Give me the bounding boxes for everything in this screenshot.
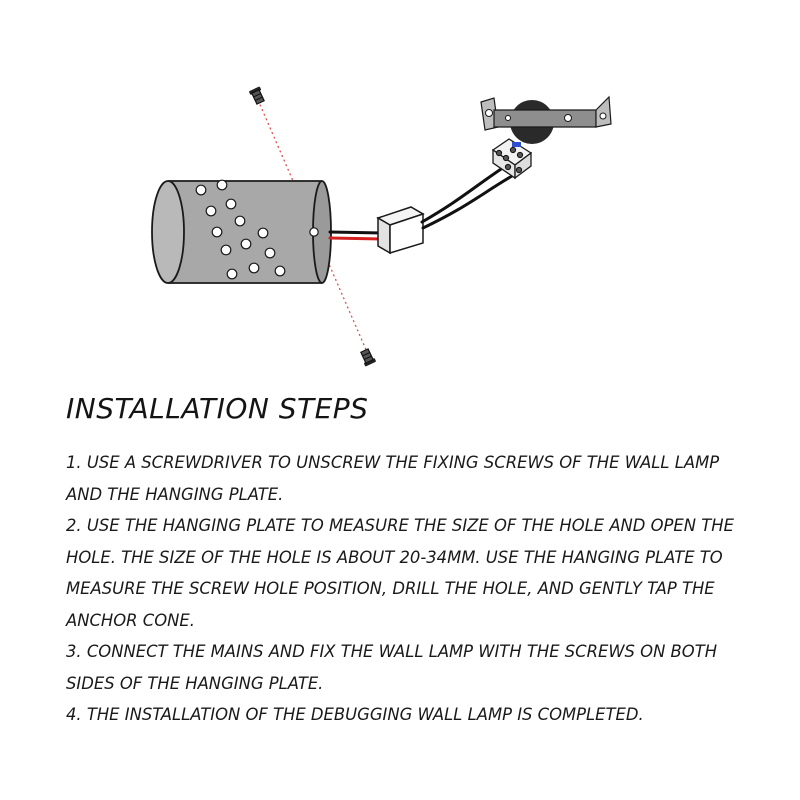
bottom-screw-icon [359,348,376,367]
hanging-plate-bracket [481,97,611,144]
installation-diagram [0,0,800,380]
list-item: 4. THE INSTALLATION OF THE DEBUGGING WALL LAMP IS COMPLETED. [66,705,644,724]
lamp-front-opening [152,181,184,283]
mains-wires [422,167,512,228]
wall-lamp-body [152,180,331,283]
list-item: 2. USE THE HANGING PLATE TO MEASURE THE SIZE OF THE HOLE AND OPEN THE HOLE. THE SIZE OF THE HOLE IS ABOUT 20-34MM. USE THE HANGING PLATE TO MEASURE THE SCREW HOLE POSITION, DRILL THE HOLE, AND GENTLY TAP THE ANCHOR CONE. [66,516,734,630]
page-title: INSTALLATION STEPS [66,392,369,425]
wire-connector-block [378,207,423,253]
lamp-wires [330,232,382,239]
list-item: 3. CONNECT THE MAINS AND FIX THE WALL LAMP WITH THE SCREWS ON BOTH SIDES OF THE HANGING PLATE. [66,642,718,693]
top-screw-icon [249,86,266,105]
list-item: 1. USE A SCREWDRIVER TO UNSCREW THE FIXING SCREWS OF THE WALL LAMP AND THE HANGING PLATE. [66,453,720,504]
installation-steps-list [66,447,756,731]
